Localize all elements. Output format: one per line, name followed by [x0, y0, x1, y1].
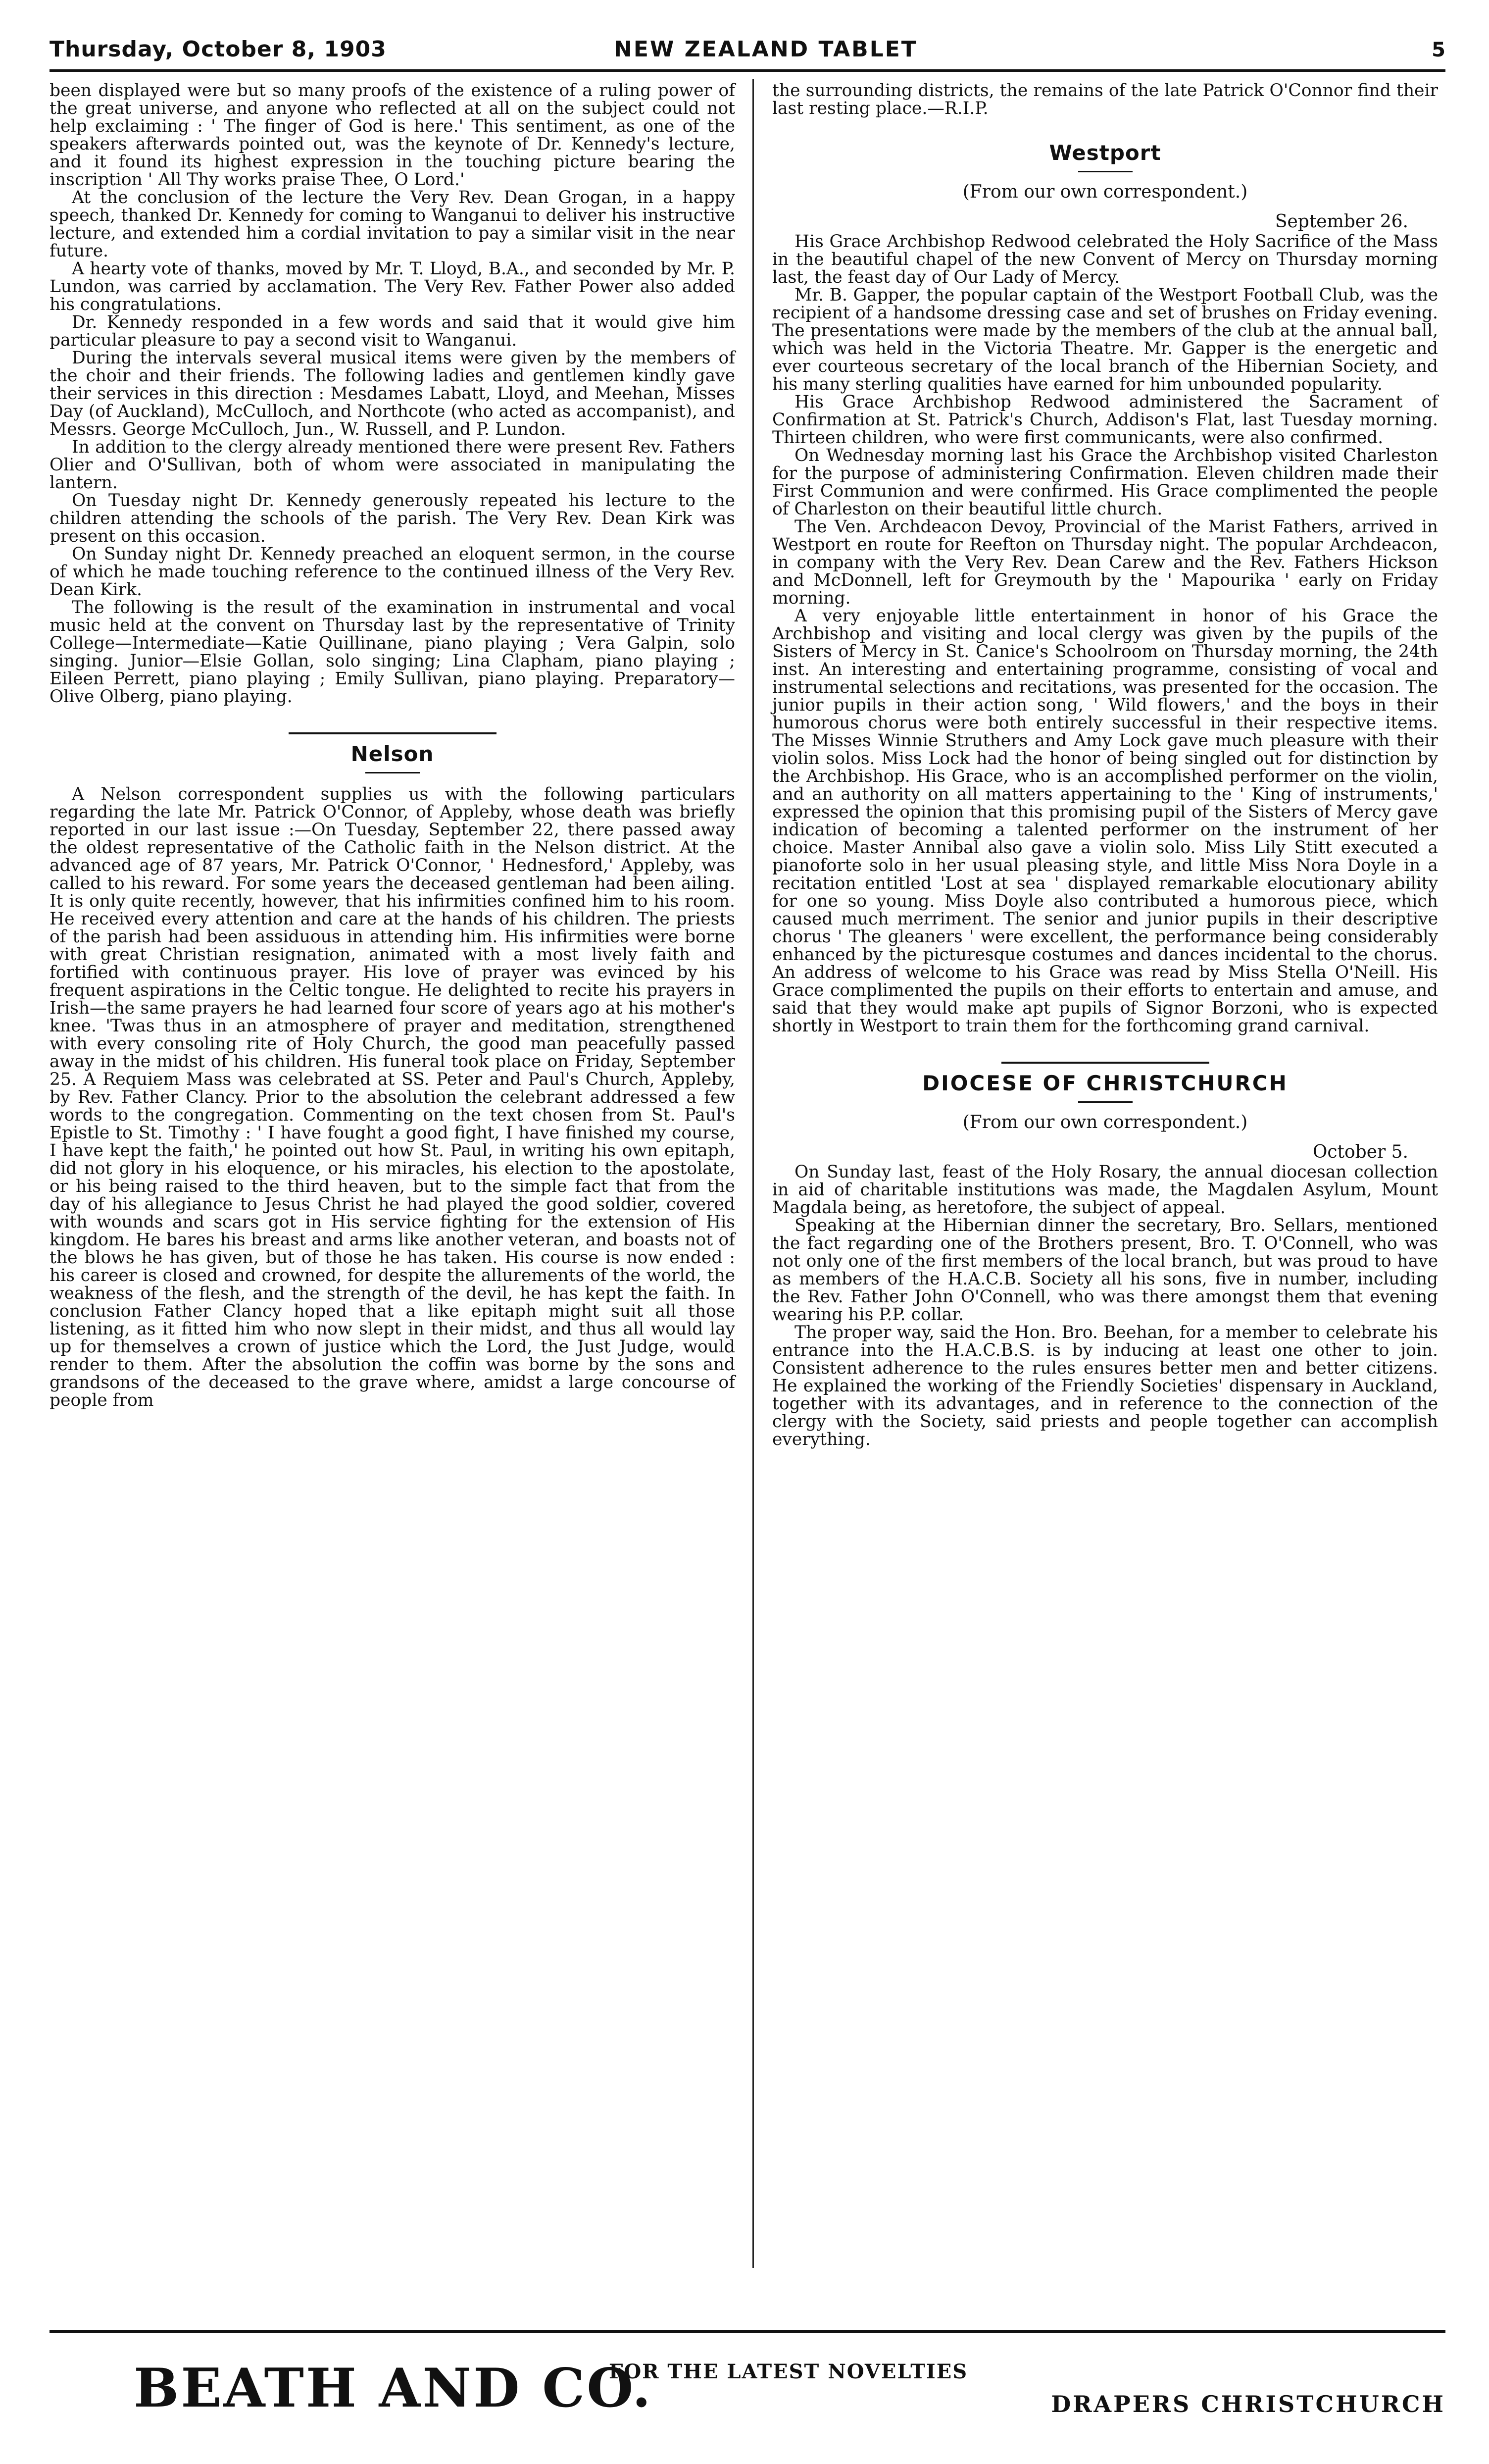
section-heading-nelson	[50, 732, 735, 773]
paragraph: His Grace Archbishop Redwood administered the Sacrament of Confirmation at St. Patrick's Church, Addison's Flat, last Tuesday morning. Thirteen children, who were first communicants, were also confirmed.	[772, 392, 1438, 448]
paragraph: The proper way, said the Hon. Bro. Beehan, for a member to celebrate his entrance into the H.A.C.B.S. is by inducing at least one other to join. Consistent adherence to the rules ensures better men and better citizens. He explained the working of the Friendly Societies' dispensary in Auckland, together with its advantages, and in reference to the connection of the clergy with the Society, said priests and people together can accomplish everything.	[772, 1323, 1438, 1449]
section-title: Nelson	[350, 742, 434, 766]
paragraph: A very enjoyable little entertainment in honor of his Grace the Archbishop and visiting and local clergy was given by the pupils of the Sisters of Mercy in St. Canice's Schoolroom on Thursday morning, the 24th inst. An interesting and entertaining programme, consisting of vocal and instrumental selections and recitations, was presented for the occasion. The junior pupils in their action song, ' Wild flowers,' and the boys in their humorous chorus were both entirely successful in their respective items. The Misses Winnie Struthers and Amy Lock gave much pleasure with their violin solos. Miss Lock had the honor of being singled out for distinction by the Archbishop. His Grace, who is an accomplished performer on the violin, and an authority on all matters appertaining to the ' King of instruments,' expressed the opinion that this promising pupil of the Sisters of Mercy gave indication of becoming a talented performer on the instrument of her choice. Master Annibal also gave a violin solo. Miss Lily Stitt executed a pianoforte solo in her usual pleasing style, and little Miss Nora Doyle in a recitation entitled 'Lost at sea ' displayed remarkable elocutionary ability for one so young. Miss Doyle also contributed a humorous piece, which caused much merriment. The senior and junior pupils in their descriptive chorus ' The gleaners ' were excellent, the performance being considerably enhanced by the picturesque costumes and dances incidental to the chorus. An address of welcome to his Grace was read by Miss Stella O'Neill. His Grace complimented the pupils on their efforts to entertain and amuse, and said that they would make apt pupils of Signor Borzoni, who is expected shortly in Westport to train them for the forthcoming grand carnival.	[772, 606, 1438, 1036]
right-column	[772, 82, 1438, 1448]
dateline: October 5.	[1312, 1142, 1408, 1162]
section-heading-westport	[772, 141, 1438, 202]
ad-location: DRAPERS CHRISTCHURCH	[1051, 2391, 1445, 2417]
section-title: DIOCESE OF CHRISTCHURCH	[922, 1071, 1288, 1095]
paragraph: Mr. B. Gapper, the popular captain of the Westport Football Club, was the recipient of a handsome dressing case and set of brushes on Friday evening. The presentations were made by the members of the club at the annual ball, which was held in the Victoria Theatre. Mr. Gapper is the energetic and ever courteous secretary of the local branch of the Hibernian Society, and his many sterling qualities have earned for him unbounded popularity.	[772, 285, 1438, 394]
section-underline	[1078, 1101, 1133, 1103]
page-header	[50, 35, 1445, 72]
paragraph: the surrounding districts, the remains of the late Patrick O'Connor find their last resting place.—R.I.P.	[772, 81, 1438, 118]
section-underline	[1078, 171, 1133, 172]
ad-tagline: FOR THE LATEST NOVELTIES	[609, 2360, 968, 2383]
footer-rule	[50, 2330, 1445, 2333]
paragraph: On Sunday last, feast of the Holy Rosary, the annual diocesan collection in aid of charitable institutions was made, the Magdalen Asylum, Mount Magdala being, as heretofore, the subject of appeal.	[772, 1162, 1438, 1218]
correspondent-line: (From our own correspondent.)	[962, 1112, 1248, 1132]
section-rule	[289, 732, 496, 734]
section-rule	[1001, 1062, 1209, 1064]
paragraph: During the intervals several musical items were given by the members of the choir and their friends. The following ladies and gentlemen kindly gave their services in this direction : Mesdames Labatt, Lloyd, and Meehan, Misses Day (of Auckland), McCulloch, and Northcote (who acted as accompanist), and Messrs. George McCulloch, Jun., W. Russell, and P. Lundon.	[50, 348, 735, 439]
section-title: Westport	[1049, 141, 1161, 165]
issue-date: Thursday, October 8, 1903	[50, 37, 387, 62]
page-number: 5	[1432, 39, 1445, 61]
column-divider	[752, 79, 754, 2268]
section-heading-christchurch	[772, 1062, 1438, 1131]
paragraph: On Tuesday night Dr. Kennedy generously repeated his lecture to the children attending the schools of the parish. The Very Rev. Dean Kirk was present on this occasion.	[50, 491, 735, 546]
paragraph: A Nelson correspondent supplies us with the following particulars regarding the late Mr. Patrick O'Connor, of Appleby, whose death was briefly reported in our last issue :—On Tuesday, September 22, there passed away the oldest representative of the Catholic faith in the Nelson district. At the advanced age of 87 years, Mr. Patrick O'Connor, ' Hednesford,' Appleby, was called to his reward. For some years the deceased gentleman had been ailing. It is only quite recently, however, that his infirmities confined him to his room. He received every attention and care at the hands of his children. The priests of the parish had been assiduous in attending him. His infirmities were borne with great Christian resignation, animated with a most lively faith and fortified with continuous prayer. His love of prayer was evinced by his frequent aspirations in the Celtic tongue. He delighted to recite his prayers in Irish—the same prayers he had learned four score of years ago at his mother's knee. 'Twas thus in an atmosphere of prayer and meditation, strengthened with every consoling rite of Holy Church, the good man peacefully passed away in the midst of his children. His funeral took place on Friday, September 25. A Requiem Mass was celebrated at SS. Peter and Paul's Church, Appleby, by Rev. Father Clancy. Prior to the absolution the celebrant addressed a few words to the congregation. Commenting on the text chosen from St. Paul's Epistle to St. Timothy : ' I have fought a good fight, I have finished my course, I have kept the faith,' he pointed out how St. Paul, in writing his own epitaph, did not glory in his eloquence, or his miracles, his election to the apostolate, or his being raised to the third heaven, but to the simple fact that from the day of his allegiance to Jesus Christ he had played the good soldier, covered with wounds and scars got in His service fighting for the extension of His kingdom. He bares his breast and arms like another veteran, and boasts not of the blows he has given, but of those he has taken. His course is now ended : his career is closed and crowned, for despite the allurements of the world, the weakness of the flesh, and the strength of the devil, he has kept the faith. In conclusion Father Clancy hoped that a like epitaph might suit all those listening, as it fitted him who now slept in their midst, and thus all would lay up for themselves a crown of justice which the Lord, the Just Judge, would render to them. After the absolution the coffin was borne by the sons and grandsons of the deceased to the grave where, amidst a large concourse of people from	[50, 784, 735, 1410]
advertisement	[134, 2357, 1445, 2436]
ad-brand: BEATH AND CO.	[134, 2357, 653, 2419]
left-column	[50, 82, 735, 1409]
paragraph: The Ven. Archdeacon Devoy, Provincial of the Marist Fathers, arrived in Westport en route for Reefton on Thursday night. The popular Archdeacon, in company with the Very Rev. Dean Carew and the Rev. Fathers Hickson and McDonnell, left for Greymouth by the ' Mapourika ' early on Friday morning.	[772, 517, 1438, 608]
paragraph: been displayed were but so many proofs of the existence of a ruling power of the great universe, and anyone who reflected at all on the subject could not help exclaiming : ' The finger of God is here.' This sentiment, as one of the speakers afterwards pointed out, was the keynote of Dr. Kennedy's lecture, and it found its highest expression in the touching picture bearing the inscription ' All Thy works praise Thee, O Lord.'	[50, 81, 735, 190]
paragraph: On Sunday night Dr. Kennedy preached an eloquent sermon, in the course of which he made touching reference to the continued illness of the Very Rev. Dean Kirk.	[50, 544, 735, 600]
paragraph: In addition to the clergy already mentioned there were present Rev. Fathers Olier and O'Sullivan, both of whom were associated in manipulating the lantern.	[50, 437, 735, 493]
paragraph: Speaking at the Hibernian dinner the secretary, Bro. Sellars, mentioned the fact regarding one of the Brothers present, Bro. T. O'Connell, who was not only one of the first members of the local branch, but was proud to have as members of the H.A.C.B. Society all his sons, five in number, including the Rev. Father John O'Connell, who was there amongst them that evening wearing his P.P. collar.	[772, 1216, 1438, 1325]
paragraph: On Wednesday morning last his Grace the Archbishop visited Charleston for the purpose of administering Confirmation. Eleven children made their First Communion and were confirmed. His Grace complimented the people of Charleston on their beautiful little church.	[772, 446, 1438, 519]
newspaper-title: NEW ZEALAND TABLET	[614, 37, 918, 62]
section-underline	[365, 772, 420, 773]
paragraph: The following is the result of the examination in instrumental and vocal music held at the convent on Thursday last by the representative of Trinity College—Intermediate—Katie Quillinane, piano playing ; Vera Galpin, solo singing. Junior—Elsie Gollan, solo singing; Lina Clapham, piano playing ; Eileen Perrett, piano playing ; Emily Sullivan, piano playing. Preparatory—Olive Olberg, piano playing.	[50, 598, 735, 707]
paragraph: At the conclusion of the lecture the Very Rev. Dean Grogan, in a happy speech, thanked Dr. Kennedy for coming to Wanganui to deliver his instructive lecture, and extended him a cordial invitation to pay a similar visit in the near future.	[50, 188, 735, 261]
dateline: September 26.	[1275, 211, 1408, 232]
paragraph: His Grace Archbishop Redwood celebrated the Holy Sacrifice of the Mass in the beautiful chapel of the new Convent of Mercy on Thursday morning last, the feast day of Our Lady of Mercy.	[772, 232, 1438, 287]
paragraph: A hearty vote of thanks, moved by Mr. T. Lloyd, B.A., and seconded by Mr. P. Lundon, was carried by acclamation. The Very Rev. Father Power also added his congratulations.	[50, 259, 735, 314]
paragraph: Dr. Kennedy responded in a few words and said that it would give him particular pleasure to pay a second visit to Wanganui.	[50, 312, 735, 350]
correspondent-line: (From our own correspondent.)	[962, 182, 1248, 202]
